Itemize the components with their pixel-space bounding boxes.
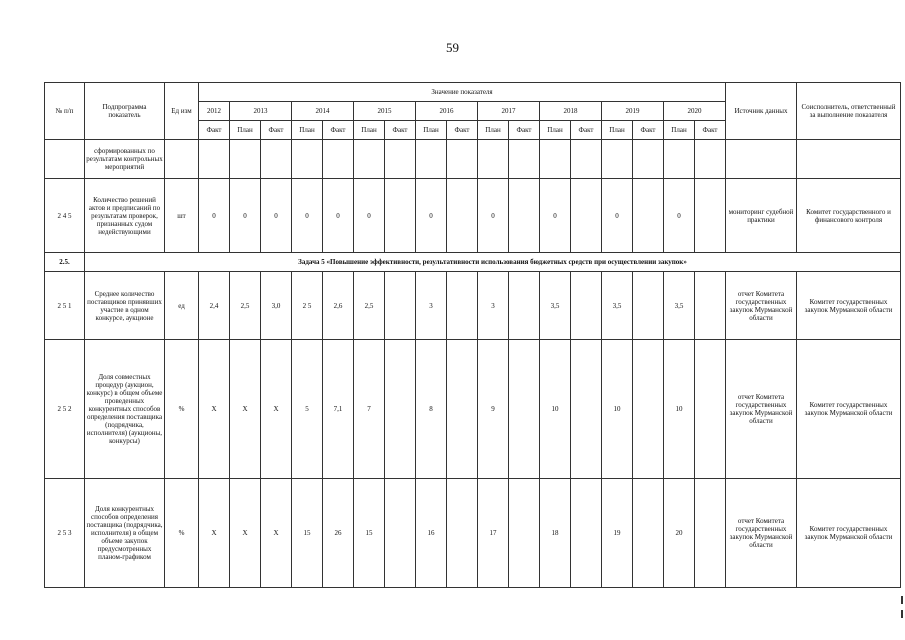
value-cell xyxy=(571,272,602,340)
header-year: 2020 xyxy=(664,102,726,121)
value-cell: 0 xyxy=(664,179,695,253)
value-cell xyxy=(447,479,478,588)
value-cell: X xyxy=(199,479,230,588)
unit-cell xyxy=(165,140,199,179)
responsible-cell: Комитет государственных закупок Мурманской области xyxy=(797,479,901,588)
indicator-name: Доля конкурентных способов определения поставщика (подрядчика, исполнителя) в общем объеме закупок предусмотренных планом-графиком xyxy=(85,479,165,588)
value-cell xyxy=(509,179,540,253)
header-subcol: План xyxy=(292,121,323,140)
indicators-table xyxy=(44,82,901,588)
value-cell: 3,0 xyxy=(261,272,292,340)
value-cell xyxy=(633,272,664,340)
value-cell xyxy=(633,179,664,253)
header-subcol: План xyxy=(664,121,695,140)
value-cell xyxy=(385,179,416,253)
responsible-cell: Комитет государственных закупок Мурманской области xyxy=(797,340,901,479)
value-cell xyxy=(385,340,416,479)
value-cell: 15 xyxy=(292,479,323,588)
value-cell: 19 xyxy=(602,479,633,588)
header-year: 2014 xyxy=(292,102,354,121)
header-source: Источник данных xyxy=(726,83,797,140)
value-cell xyxy=(695,179,726,253)
value-cell: 3,5 xyxy=(602,272,633,340)
row-no: 2 5 1 xyxy=(45,272,85,340)
header-subcol: Факт xyxy=(633,121,664,140)
unit-cell: шт xyxy=(165,179,199,253)
header-unit: Ед изм xyxy=(165,83,199,140)
task-title: Задача 5 «Повышение эффективности, результативности использования бюджетных средств при осуществлении закупок» xyxy=(85,253,901,272)
value-cell xyxy=(633,340,664,479)
indicator-name: Количество решений актов и предписаний по результатам проверок, признанных судом недействующими xyxy=(85,179,165,253)
source-cell xyxy=(726,140,797,179)
header-year: 2018 xyxy=(540,102,602,121)
value-cell xyxy=(509,272,540,340)
indicator-name: Доля совместных процедур (аукцион, конкурс) в общем объеме проведенных конкурентных способов определения поставщика (подрядчика, исполнителя) (аукционы, конкурсы) xyxy=(85,340,165,479)
row-no: 2 4 5 xyxy=(45,179,85,253)
value-cell: 0 xyxy=(292,179,323,253)
header-responsible: Соисполнитель, ответственный за выполнение показателя xyxy=(797,83,901,140)
value-cell: 15 xyxy=(354,479,385,588)
header-year: 2016 xyxy=(416,102,478,121)
table-row xyxy=(45,340,901,479)
header-subcol: Факт xyxy=(199,121,230,140)
value-cell: 10 xyxy=(664,340,695,479)
value-cell xyxy=(447,272,478,340)
indicator-name: Среднее количество поставщиков принявших участие в одном конкурсе, аукционе xyxy=(85,272,165,340)
scan-mark xyxy=(901,596,903,604)
header-subprogram: Подпрограмма показатель xyxy=(85,83,165,140)
header-subcol: План xyxy=(478,121,509,140)
value-cell: 0 xyxy=(540,179,571,253)
header-subcol: План xyxy=(540,121,571,140)
value-cell xyxy=(571,340,602,479)
header-subcol: Факт xyxy=(509,121,540,140)
table-row xyxy=(45,179,901,253)
value-cell xyxy=(695,272,726,340)
header-year: 2015 xyxy=(354,102,416,121)
header-subcol: Факт xyxy=(261,121,292,140)
source-cell: мониторинг судебной практики xyxy=(726,179,797,253)
header-subcol: План xyxy=(230,121,261,140)
table-row-continuation xyxy=(45,140,901,179)
value-cell: 2,5 xyxy=(354,272,385,340)
value-cell: 2 5 xyxy=(292,272,323,340)
value-cell: X xyxy=(230,479,261,588)
value-cell: 0 xyxy=(261,179,292,253)
value-cell: 3,5 xyxy=(540,272,571,340)
value-cell: 2,5 xyxy=(230,272,261,340)
header-subcol: Факт xyxy=(571,121,602,140)
value-cell: 16 xyxy=(416,479,447,588)
value-cell: 7,1 xyxy=(323,340,354,479)
source-cell: отчет Комитета государственных закупок Мурманской области xyxy=(726,272,797,340)
value-cell: 2,4 xyxy=(199,272,230,340)
source-cell: отчет Комитета государственных закупок Мурманской области xyxy=(726,340,797,479)
row-no xyxy=(45,140,85,179)
value-cell: 0 xyxy=(230,179,261,253)
indicator-name: сформированных по результатам контрольных мероприятий xyxy=(85,140,165,179)
header-subcol: Факт xyxy=(695,121,726,140)
header-subcol: Факт xyxy=(385,121,416,140)
unit-cell: % xyxy=(165,479,199,588)
responsible-cell: Комитет государственного и финансового контроля xyxy=(797,179,901,253)
value-cell xyxy=(695,340,726,479)
header-subcol: План xyxy=(602,121,633,140)
value-cell xyxy=(385,479,416,588)
scan-mark xyxy=(901,610,903,618)
value-cell: X xyxy=(230,340,261,479)
value-cell: 0 xyxy=(323,179,354,253)
value-cell: 3,5 xyxy=(664,272,695,340)
header-subcol: Факт xyxy=(447,121,478,140)
value-cell: 26 xyxy=(323,479,354,588)
value-cell: 0 xyxy=(602,179,633,253)
header-row-1 xyxy=(45,83,901,102)
value-cell xyxy=(509,479,540,588)
header-subcol: План xyxy=(354,121,385,140)
header-subcol: Факт xyxy=(323,121,354,140)
value-cell: 3 xyxy=(416,272,447,340)
header-year: 2012 xyxy=(199,102,230,121)
value-cell: 0 xyxy=(354,179,385,253)
value-cell: 8 xyxy=(416,340,447,479)
value-cell: 3 xyxy=(478,272,509,340)
value-cell: 10 xyxy=(540,340,571,479)
row-no: 2 5 2 xyxy=(45,340,85,479)
table-row xyxy=(45,479,901,588)
responsible-cell: Комитет государственных закупок Мурманской области xyxy=(797,272,901,340)
header-year: 2013 xyxy=(230,102,292,121)
header-subcol: План xyxy=(416,121,447,140)
page-number: 59 xyxy=(446,40,459,55)
header-year: 2017 xyxy=(478,102,540,121)
responsible-cell xyxy=(797,140,901,179)
value-cell xyxy=(385,272,416,340)
value-cell xyxy=(571,179,602,253)
value-cell xyxy=(447,179,478,253)
value-cell: 0 xyxy=(478,179,509,253)
value-cell xyxy=(571,479,602,588)
value-cell: 7 xyxy=(354,340,385,479)
value-cell xyxy=(633,479,664,588)
task-row xyxy=(45,253,901,272)
task-no: 2.5. xyxy=(45,253,85,272)
value-cell: X xyxy=(261,479,292,588)
value-cell: X xyxy=(261,340,292,479)
value-cell xyxy=(509,340,540,479)
header-year: 2019 xyxy=(602,102,664,121)
value-cell xyxy=(695,479,726,588)
unit-cell: ед xyxy=(165,272,199,340)
value-cell xyxy=(447,340,478,479)
header-no: № п/п xyxy=(45,83,85,140)
value-cell: 17 xyxy=(478,479,509,588)
value-cell: 0 xyxy=(199,179,230,253)
unit-cell: % xyxy=(165,340,199,479)
header-value: Значение показателя xyxy=(199,83,726,102)
value-cell: 20 xyxy=(664,479,695,588)
value-cell: 0 xyxy=(416,179,447,253)
value-cell: 2,6 xyxy=(323,272,354,340)
value-cell: 10 xyxy=(602,340,633,479)
value-cell: 18 xyxy=(540,479,571,588)
source-cell: отчет Комитета государственных закупок Мурманской области xyxy=(726,479,797,588)
value-cell: 9 xyxy=(478,340,509,479)
table-row xyxy=(45,272,901,340)
value-cell: 5 xyxy=(292,340,323,479)
row-no: 2 5 3 xyxy=(45,479,85,588)
value-cell: X xyxy=(199,340,230,479)
